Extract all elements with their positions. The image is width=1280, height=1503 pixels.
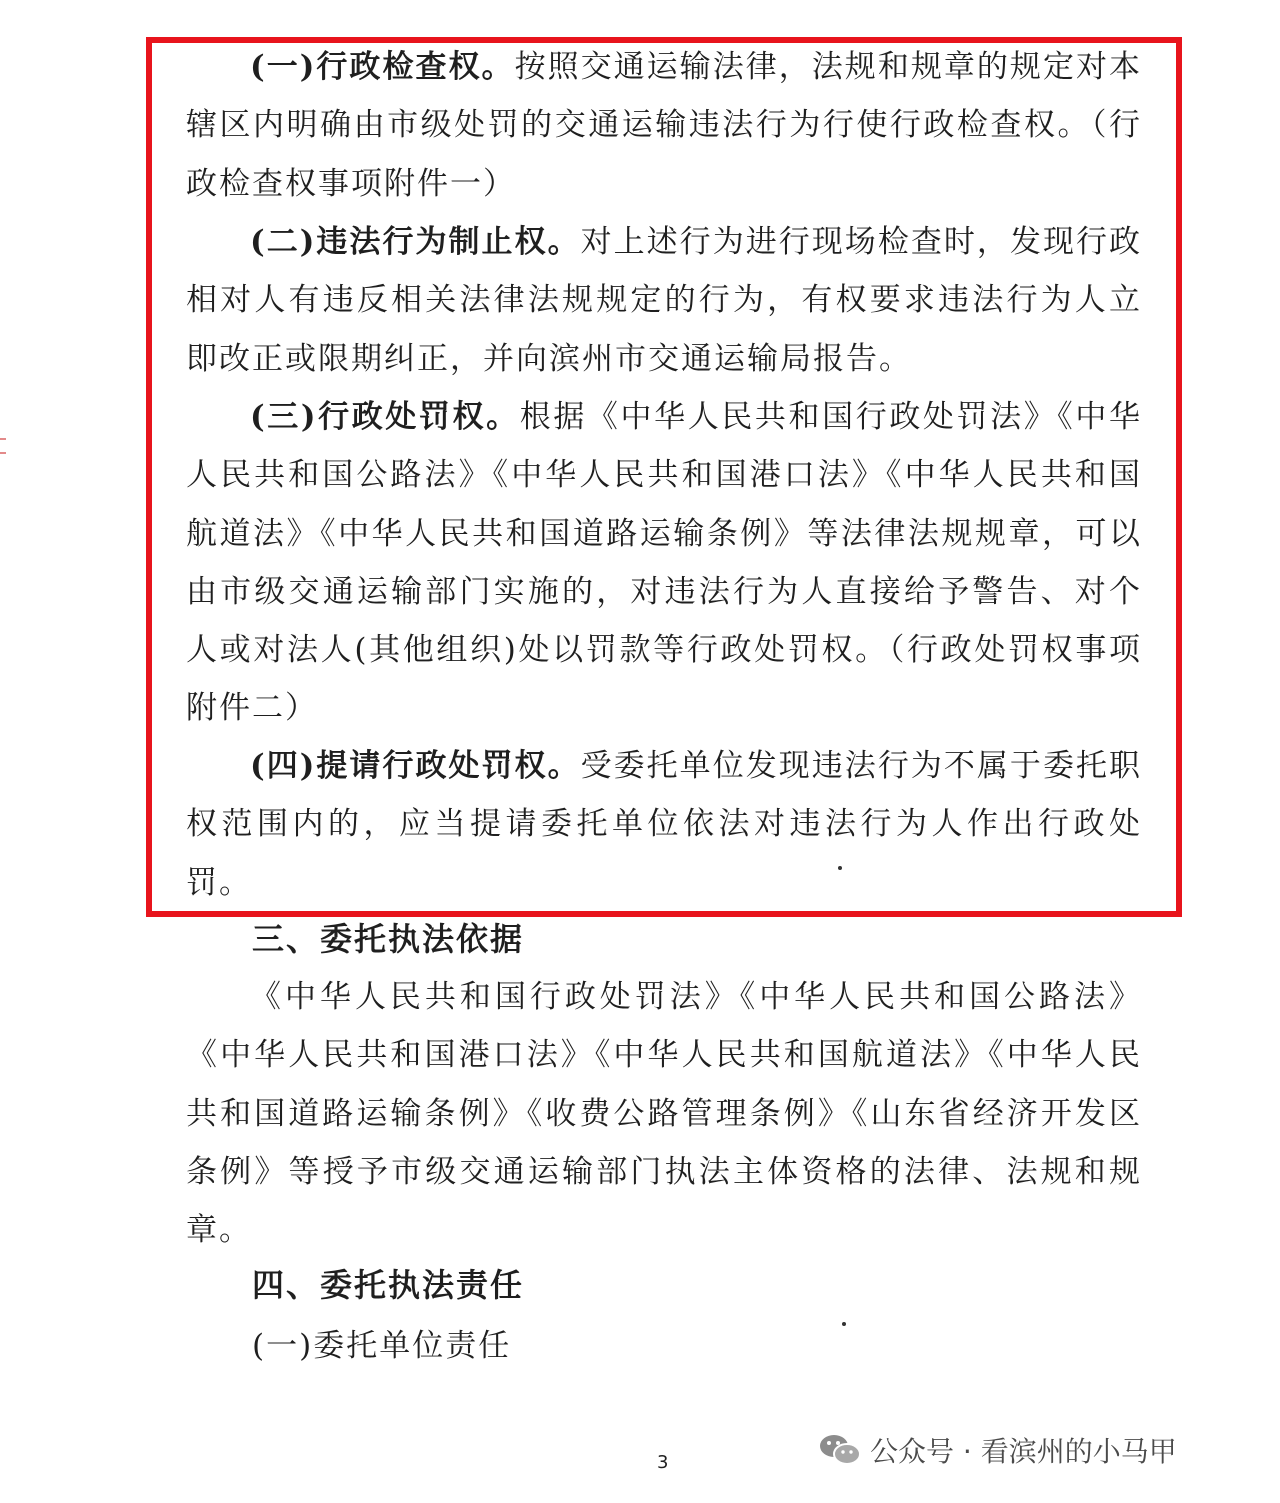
margin-mark bbox=[0, 452, 6, 454]
section-heading-responsibility: 四、委托执法责任 bbox=[252, 1266, 525, 1304]
paragraph-body: 按照交通运输法律，法规和规章的规定对本辖区内明确由市级处罚的交通运输违法行为行使行政检查权。（行政检查权事项附件一） bbox=[186, 49, 1142, 202]
paragraph-body: 受委托单位发现违法行为不属于委托职权范围内的，应当提请委托单位依法对违法行为人作出行政处罚。 bbox=[186, 748, 1142, 901]
section-heading-basis: 三、委托执法依据 bbox=[252, 920, 525, 958]
paragraph-body: 根据《中华人民共和国行政处罚法》《中华人民共和国公路法》《中华人民共和国港口法》《中华人民共和国航道法》《中华人民共和国道路运输条例》等法律法规规章，可以由市级交通运输部门实施的，对违法行为人直接给予警告、对个人或对法人(其他组织)处以罚款等行政处罚权。（行政处罚权事项附件二） bbox=[186, 399, 1143, 727]
paragraph-lead: (二)违法行为制止权。 bbox=[250, 224, 581, 260]
wechat-icon bbox=[818, 1432, 862, 1468]
paragraph-penalty-right bbox=[186, 388, 1142, 738]
subheading-entrusting-unit: (一)委托单位责任 bbox=[252, 1328, 512, 1364]
paragraph-basis: 《中华人民共和国行政处罚法》《中华人民共和国公路法》《中华人民共和国港口法》《中华人民共和国航道法》《中华人民共和国道路运输条例》《收费公路管理条例》《山东省经济开发区条例》等授予市级交通运输部门执法主体资格的法律、法规和规章。 bbox=[186, 979, 1142, 1249]
watermark bbox=[818, 1430, 1177, 1470]
paragraph-body: 对上述行为进行现场检查时，发现行政相对人有违反相关法律法规规定的行为，有权要求违法行为人立即改正或限期纠正，并向滨州市交通运输局报告。 bbox=[186, 224, 1142, 377]
paragraph-lead: (一)行政检查权。 bbox=[250, 49, 515, 85]
paragraph-request-penalty-right bbox=[186, 737, 1142, 912]
paragraph-inspection-right bbox=[186, 38, 1142, 213]
page-number: 3 bbox=[657, 1452, 669, 1473]
paragraph-lead: (三)行政处罚权。 bbox=[250, 399, 520, 435]
paragraph-lead: (四)提请行政处罚权。 bbox=[250, 748, 581, 784]
margin-mark bbox=[0, 438, 6, 440]
watermark-text: 公众号 · 看滨州的小马甲 bbox=[870, 1435, 1177, 1468]
scan-speck bbox=[838, 866, 842, 870]
scan-speck bbox=[842, 1322, 846, 1326]
paragraph-stop-right bbox=[186, 213, 1142, 388]
